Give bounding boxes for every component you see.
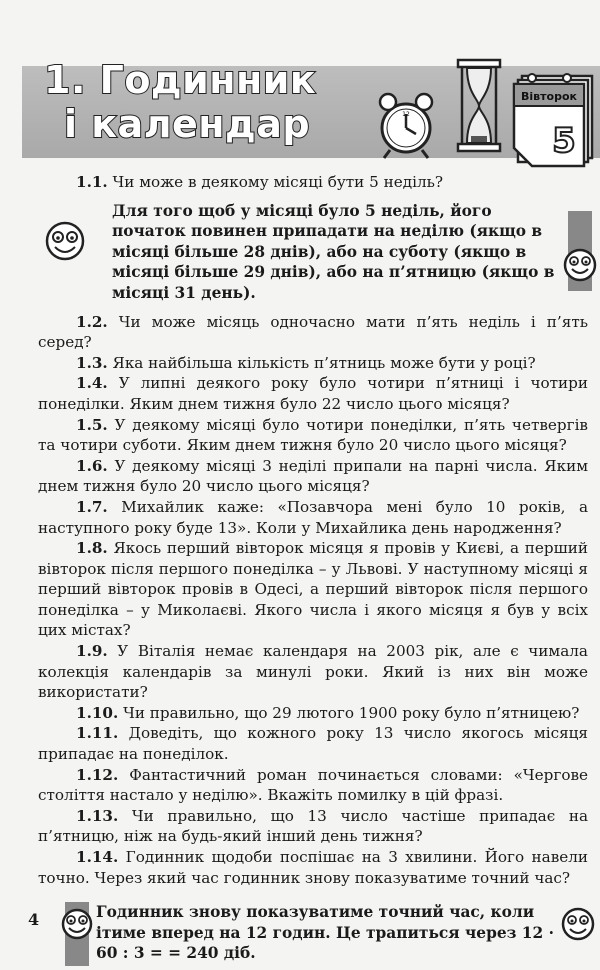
calendar-day-number: 5 bbox=[552, 121, 576, 161]
question-number: 1.10. bbox=[76, 703, 119, 722]
smiley-face-pillar-icon bbox=[60, 902, 94, 966]
question-1-2 bbox=[0, 312, 600, 353]
question-number: 1.7. bbox=[76, 497, 108, 516]
answer-text: Годинник знову показуватиме точний час, коли ітиме вперед на 12 годин. Це трапиться через 12 · 60 : 3 = = 240 діб. bbox=[96, 903, 554, 963]
question-1-1 bbox=[0, 168, 600, 193]
question-1-3 bbox=[0, 353, 600, 374]
question-number: 1.2. bbox=[76, 312, 108, 331]
question-1-5 bbox=[0, 415, 600, 456]
question-number: 1.13. bbox=[76, 806, 119, 825]
hourglass-icon bbox=[458, 60, 500, 151]
answer-block-2 bbox=[0, 902, 600, 964]
question-list bbox=[0, 312, 600, 889]
question-text: У деякому місяці 3 неділі припали на парні числа. Яким днем тижня було 20 число цього місяця? bbox=[38, 456, 589, 496]
question-1-6 bbox=[0, 456, 600, 497]
question-1-12 bbox=[0, 765, 600, 806]
question-number: 1.4. bbox=[76, 374, 108, 393]
question-1-8 bbox=[0, 538, 600, 641]
question-text: Чи правильно, що 13 число частіше припадає на п’ятницю, ніж на будь-який інший день тижня? bbox=[38, 806, 589, 846]
question-number: 1.1. bbox=[76, 173, 108, 191]
smiley-face-icon bbox=[560, 904, 596, 944]
question-text: Фантастичний роман починається словами: «Чергове століття настало у неділю». Вкажіть помилку в цій фразі. bbox=[38, 765, 588, 805]
page-number: 4 bbox=[28, 910, 40, 929]
question-text: Доведіть, що кожного року 13 число якогось місяця припадає на понеділок. bbox=[38, 724, 589, 764]
question-number: 1.11. bbox=[76, 724, 119, 743]
question-text: Годинник щодоби поспішає на 3 хвилини. Його навели точно. Через який час годинник знову показуватиме точний час? bbox=[38, 848, 588, 887]
question-text: Чи може місяць одночасно мати п’ять неділь і п’ять серед? bbox=[38, 312, 589, 352]
question-text: Чи може в деякому місяці бути 5 неділь? bbox=[112, 173, 444, 191]
calendar-day-label: Вівторок bbox=[521, 90, 577, 103]
question-1-14 bbox=[0, 847, 600, 888]
question-text: У Віталія немає календаря на 2003 рік, але є чимала колекція календарів за минулі роки. Який із них він може використати? bbox=[38, 642, 588, 702]
question-1-11 bbox=[0, 723, 600, 764]
chapter-title-line2: і календар bbox=[64, 102, 311, 146]
question-text: Михайлик каже: «Позавчора мені було 10 років, а наступного року буде 13». Коли у Михайлика день народження? bbox=[38, 497, 588, 537]
question-text: У липні деякого року було чотири п’ятниці і чотири понеділки. Яким днем тижня було 22 число цього місяця? bbox=[38, 374, 588, 413]
answer-text: Для того щоб у місяці було 5 неділь, його початок повинен припадати на неділю (якщо в місяці більше 28 днів), або на суботу (якщо в місяці більше 29 днів), або на п’ятницю (якщо в місяці 31 день). bbox=[112, 201, 555, 302]
question-text: Чи правильно, що 29 лютого 1900 року було п’ятницею? bbox=[123, 703, 580, 722]
svg-text:12: 12 bbox=[402, 111, 410, 118]
question-number: 1.14. bbox=[76, 848, 119, 866]
question-1-4 bbox=[0, 373, 600, 414]
answer-block-1 bbox=[0, 201, 600, 304]
alarm-clock-icon bbox=[380, 94, 432, 158]
question-1-9 bbox=[0, 641, 600, 703]
question-number: 1.8. bbox=[76, 539, 108, 558]
page-content bbox=[0, 168, 600, 970]
question-1-7 bbox=[0, 497, 600, 538]
header-illustration bbox=[372, 48, 600, 168]
question-text: Яка найбільша кількість п’ятниць може бути у році? bbox=[112, 353, 536, 372]
question-text: У деякому місяці було чотири понеділки, п’ять четвергів та чотири суботи. Яким днем тижня було 20 число цього місяця? bbox=[38, 415, 588, 455]
question-1-10 bbox=[0, 703, 600, 724]
question-number: 1.9. bbox=[76, 642, 108, 661]
chapter-header bbox=[0, 48, 600, 168]
chapter-title-line1: 1. Годинник bbox=[44, 58, 317, 102]
question-number: 1.12. bbox=[76, 765, 119, 784]
smiley-face-pillar-icon bbox=[562, 211, 598, 291]
smiley-face-icon bbox=[42, 219, 88, 263]
question-number: 1.5. bbox=[76, 415, 108, 434]
question-1-13 bbox=[0, 806, 600, 847]
question-number: 1.6. bbox=[76, 456, 108, 475]
question-text: Якось перший вівторок місяця я провів у Києві, а перший вівторок після першого понеділка – у Львові. У наступному місяці я перший вівторок провів в Одесі, а перший вівторок після першого понеділка – у Миколаєві. Якого числа і якого місяця я був у всіх цих містах? bbox=[38, 539, 589, 640]
calendar-icon bbox=[514, 74, 592, 166]
question-number: 1.3. bbox=[76, 353, 108, 372]
